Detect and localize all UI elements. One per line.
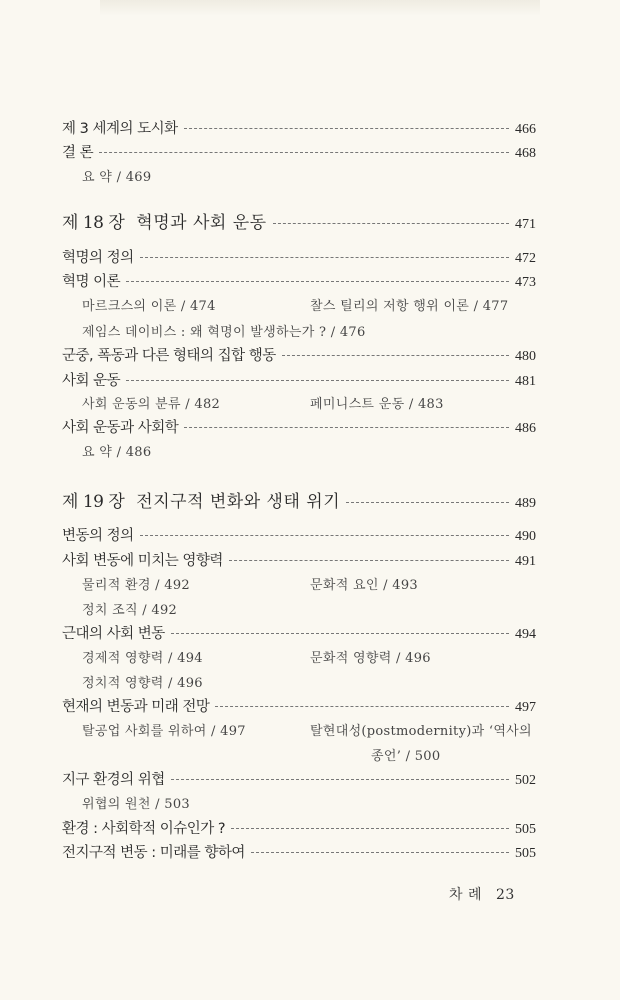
page-edge-shade [100, 0, 540, 16]
dot-leader [126, 380, 509, 381]
toc-subentry[interactable] [82, 574, 190, 593]
chapter-title: 혁명과 사회 운동 [136, 213, 267, 233]
chapter-number: 제 19 장 [62, 492, 125, 512]
entry-label: 사회 운동과 사회학 [62, 420, 179, 436]
subentry-text: 문화적 요인 / 493 [310, 578, 418, 593]
entry-page: 494 [515, 627, 536, 642]
dot-leader [282, 355, 509, 356]
dot-leader [273, 223, 509, 224]
subentry-text: 경제적 영향력 / 494 [82, 651, 203, 666]
entry-page: 502 [515, 773, 536, 788]
entry-page: 468 [515, 146, 536, 161]
dot-leader [346, 502, 509, 503]
chapter-number: 제 18 장 [62, 213, 125, 233]
chapter-heading[interactable] [62, 208, 536, 233]
toc-entry[interactable] [62, 416, 536, 437]
entry-page: 486 [515, 421, 536, 436]
entry-page: 473 [515, 275, 536, 290]
entry-page: 481 [515, 374, 536, 389]
toc-entry[interactable] [62, 117, 536, 138]
toc-subentry[interactable] [82, 441, 151, 460]
toc-subentry[interactable] [82, 720, 246, 739]
entry-page: 466 [515, 122, 536, 137]
toc-entry[interactable] [62, 270, 536, 291]
subentry-text: 요 약 / 469 [82, 170, 152, 185]
subentry-text: 사회 운동의 분류 / 482 [82, 397, 221, 412]
dot-leader [229, 560, 509, 561]
toc-subentry[interactable] [310, 295, 508, 314]
dot-leader [140, 257, 509, 258]
entry-label: 군중, 폭동과 다른 형태의 집합 행동 [62, 348, 276, 364]
dot-leader [171, 779, 509, 780]
toc-entry[interactable] [62, 622, 536, 643]
toc-subentry[interactable] [310, 574, 418, 593]
entry-label: 제 3 세계의 도시화 [62, 121, 178, 137]
toc-subentry[interactable] [371, 745, 440, 764]
dot-leader [171, 633, 509, 634]
toc-subentry[interactable] [82, 295, 216, 314]
entry-label: 근대의 사회 변동 [62, 626, 165, 642]
subentry-text: 제임스 데이비스 : 왜 혁명이 발생하는가 ? / 476 [82, 325, 366, 340]
toc-entry[interactable] [62, 141, 536, 162]
toc-entry[interactable] [62, 817, 536, 838]
entry-page: 491 [515, 554, 536, 569]
toc-entry[interactable] [62, 768, 536, 789]
subentry-text: 정치 조직 / 492 [82, 603, 178, 618]
subentry-text: 탈현대성(postmodernity)과 ‘역사의 [310, 724, 532, 739]
subentry-text: 위협의 원천 / 503 [82, 797, 190, 812]
toc-entry[interactable] [62, 344, 536, 365]
toc-entry[interactable] [62, 246, 536, 267]
dot-leader [231, 828, 509, 829]
page-footer [449, 884, 515, 904]
toc-entry[interactable] [62, 524, 536, 545]
footer-section: 차 례 [449, 887, 482, 903]
entry-label: 사회 변동에 미치는 영향력 [62, 553, 223, 569]
entry-label: 혁명의 정의 [62, 250, 134, 266]
dot-leader [251, 852, 509, 853]
toc-entry[interactable] [62, 369, 536, 390]
entry-label: 변동의 정의 [62, 528, 134, 544]
dot-leader [126, 281, 509, 282]
chapter-page: 471 [515, 217, 536, 232]
chapter-page: 489 [515, 496, 536, 511]
footer-page-number: 23 [496, 887, 515, 903]
entry-label: 전지구적 변동 : 미래를 향하여 [62, 845, 245, 861]
dot-leader [99, 152, 509, 153]
toc-subentry[interactable] [82, 793, 190, 812]
entry-page: 497 [515, 700, 536, 715]
toc-subentry[interactable] [82, 647, 203, 666]
dot-leader [184, 128, 509, 129]
subentry-text: 페미니스트 운동 / 483 [310, 397, 444, 412]
toc-entry[interactable] [62, 695, 536, 716]
toc-subentry[interactable] [310, 720, 532, 739]
subentry-text: 탈공업 사회를 위하여 / 497 [82, 724, 246, 739]
toc-subentry[interactable] [82, 672, 203, 691]
entry-label: 현재의 변동과 미래 전망 [62, 699, 210, 715]
subentry-text: 정치적 영향력 / 496 [82, 676, 203, 691]
toc-entry[interactable] [62, 841, 536, 862]
chapter-heading[interactable] [62, 487, 536, 512]
subentry-text: 종언’ / 500 [371, 749, 441, 764]
entry-page: 480 [515, 349, 536, 364]
subentry-text: 마르크스의 이론 / 474 [82, 299, 216, 314]
toc-subentry[interactable] [82, 599, 177, 618]
subentry-text: 물리적 환경 / 492 [82, 578, 190, 593]
entry-page: 472 [515, 251, 536, 266]
toc-subentry[interactable] [82, 321, 366, 340]
subentry-text: 문화적 영향력 / 496 [310, 651, 431, 666]
entry-label: 사회 운동 [62, 373, 121, 389]
entry-label: 지구 환경의 위협 [62, 772, 165, 788]
entry-page: 490 [515, 529, 536, 544]
subentry-text: 요 약 / 486 [82, 445, 152, 460]
dot-leader [184, 427, 509, 428]
subentry-text: 찰스 틸리의 저항 행위 이론 / 477 [310, 299, 509, 314]
toc-subentry[interactable] [310, 393, 444, 412]
dot-leader [140, 535, 509, 536]
entry-label: 결 론 [62, 145, 94, 161]
toc-subentry[interactable] [82, 393, 220, 412]
entry-page: 505 [515, 822, 536, 837]
entry-page: 505 [515, 846, 536, 861]
entry-label: 환경 : 사회학적 이슈인가 ? [62, 821, 226, 837]
chapter-title: 전지구적 변화와 생태 위기 [136, 492, 341, 512]
toc-subentry[interactable] [310, 647, 431, 666]
toc-entry[interactable] [62, 549, 536, 570]
toc-subentry[interactable] [82, 166, 151, 185]
dot-leader [215, 706, 509, 707]
entry-label: 혁명 이론 [62, 274, 121, 290]
